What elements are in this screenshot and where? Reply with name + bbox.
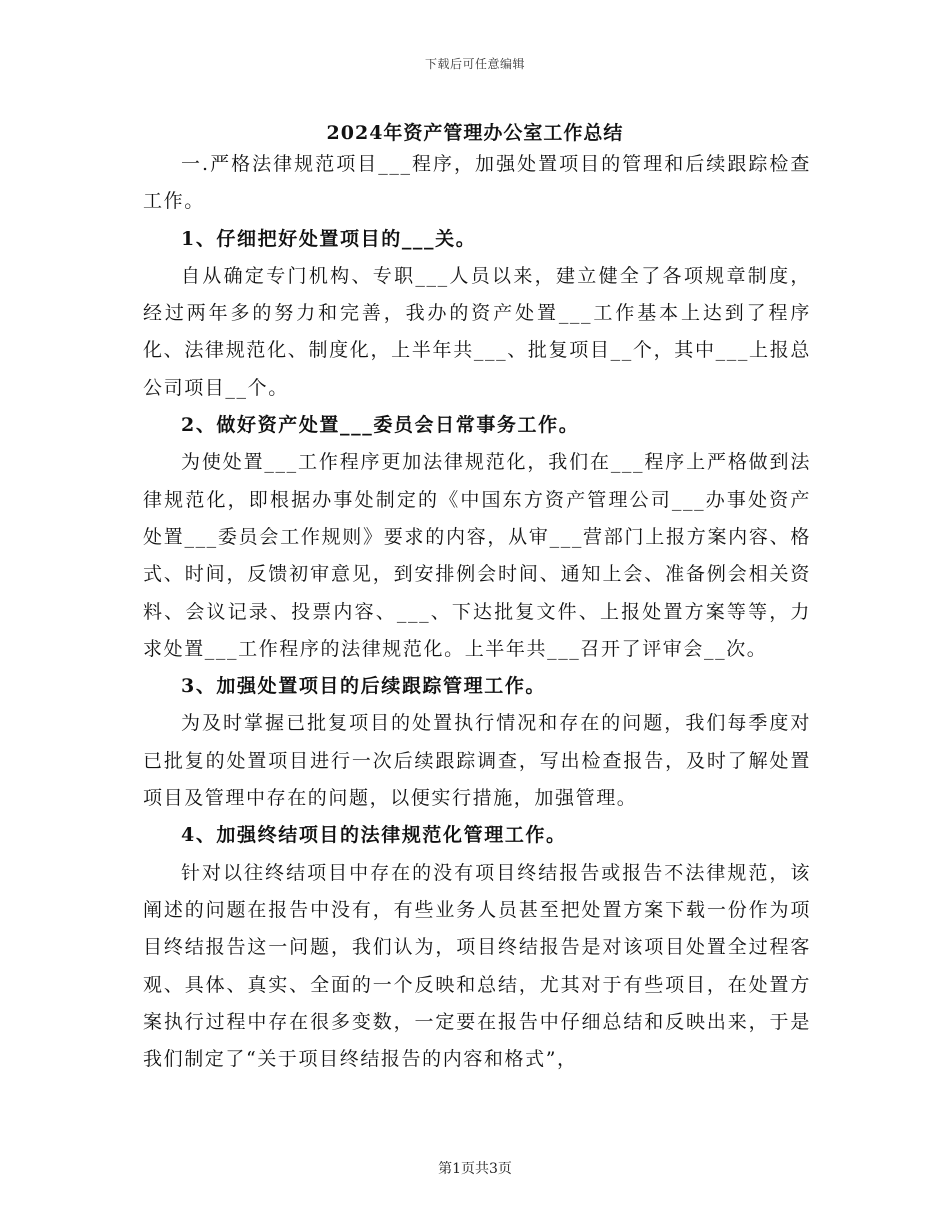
page-number: 第1页共3页 — [438, 1161, 512, 1177]
paragraph-section-1: 一.严格法律规范项目___程序，加强处置项目的管理和后续跟踪检查工作。 — [143, 153, 811, 213]
heading-item-2: 2、做好资产处置___委员会日常事务工作。 — [181, 414, 580, 437]
document-title: 2024年资产管理办公室工作总结 — [326, 122, 624, 144]
paragraph-item-2: 为使处置___工作程序更加法律规范化，我们在___程序上严格做到法律规范化，即根据办事处制定的《中国东方资产管理公司___办事处资产处置___委员会工作规则》要求的内容，从审___营部门上报方案内容、格式、时间，反馈初审意见，到安排例会时间、通知上会、准备例会相关资料、会议记录、投票内容、___、下达批复文件、上报处置方案等等，力求处置___工作程序的法律规范化。上半年共___召开了评审会__次。 — [143, 451, 811, 660]
heading-item-3: 3、加强处置项目的后续跟踪管理工作。 — [181, 675, 547, 698]
heading-item-4: 4、加强终结项目的法律规范化管理工作。 — [181, 824, 567, 847]
header-note: 下载后可任意编辑 — [424, 57, 525, 71]
paragraph-item-1: 自从确定专门机构、专职___人员以来，建立健全了各项规章制度，经过两年多的努力和完善，我办的资产处置___工作基本上达到了程序化、法律规范化、制度化，上半年共___、批复项目__个，其中___上报总公司项目__个。 — [143, 264, 811, 399]
document-body — [143, 146, 811, 1078]
paragraph-item-4: 针对以往终结项目中存在的没有项目终结报告或报告不法律规范，该阐述的问题在报告中没有，有些业务人员甚至把处置方案下载一份作为项目终结报告这一问题，我们认为，项目终结报告是对该项目处置全过程客观、具体、真实、全面的一个反映和总结，尤其对于有些项目，在处置方案执行过程中存在很多变数，一定要在报告中仔细总结和反映出来，于是我们制定了“关于项目终结报告的内容和格式”， — [143, 861, 811, 1071]
paragraph-item-3: 为及时掌握已批复项目的处置执行情况和存在的问题，我们每季度对已批复的处置项目进行一次后续跟踪调查，写出检查报告，及时了解处置项目及管理中存在的问题，以便实行措施，加强管理。 — [143, 712, 811, 810]
heading-item-1: 1、仔细把好处置项目的___关。 — [181, 227, 477, 250]
